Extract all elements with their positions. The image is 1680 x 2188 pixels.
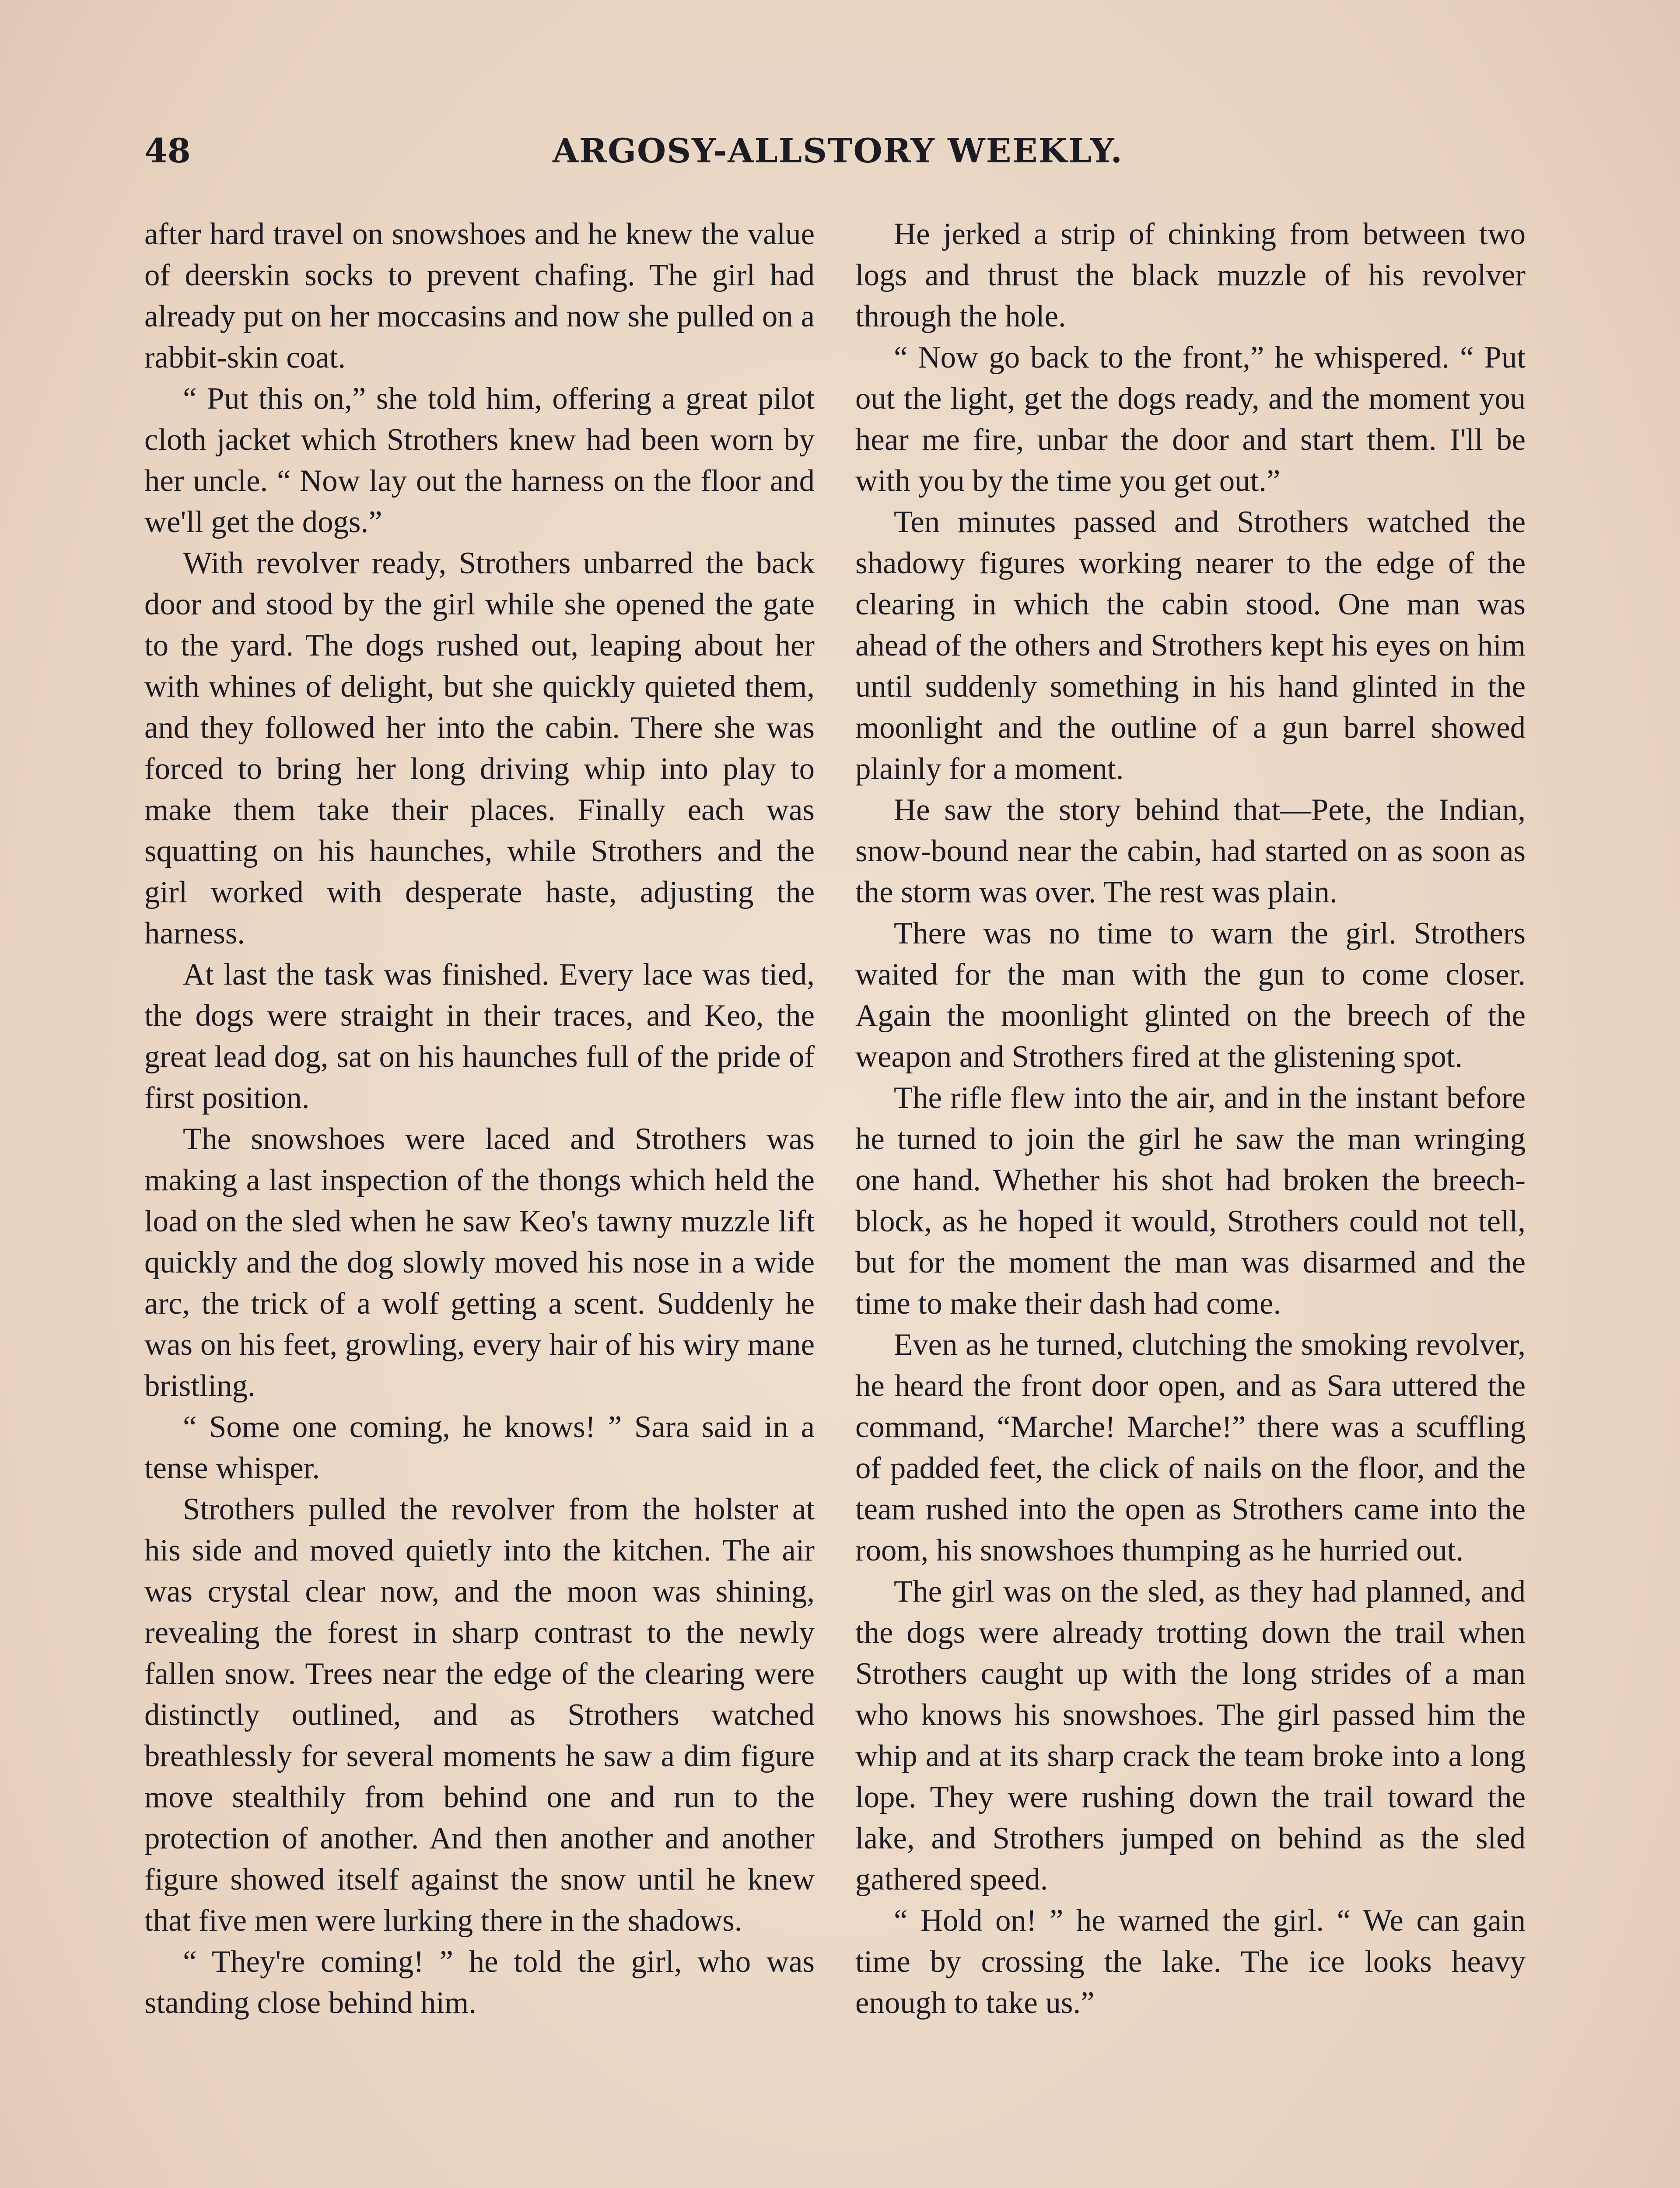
paragraph: The snowshoes were laced and Strothers was making a last inspection of the thongs which held the load on the sled when he saw Keo's tawny muzzle lift quickly and the dog slowly moved his nose in a wide arc, the trick of a wolf getting a scent. Suddenly he was on his feet, growling, every hair of his wiry mane bristling. [144,1122,815,1403]
paragraph: He saw the story behind that—Pete, the Indian, snow-bound near the cabin, had started on as soon as the storm was over. The rest was plain. [855,793,1526,909]
left-text-column [144,214,815,2023]
paragraph: “ Now go back to the front,” he whispered. “ Put out the light, get the dogs ready, and the moment you hear me fire, unbar the door and start them. I'll be with you by the time you get out.” [855,340,1526,498]
paragraph: “ Some one coming, he knows! ” Sara said in a tense whisper. [144,1410,815,1485]
right-text-column [855,214,1526,2023]
paragraph: “ Put this on,” she told him, offering a great pilot cloth jacket which Strothers knew had been worn by her uncle. “ Now lay out the harness on the floor and we'll get the dogs.” [144,382,815,539]
paragraph: “ They're coming! ” he told the girl, who was standing close behind him. [144,1945,815,2020]
paragraph: Strothers pulled the revolver from the holster at his side and moved quietly into the kitchen. The air was crystal clear now, and the moon was shining, revealing the forest in sharp contrast to the newly fallen snow. Trees near the edge of the clearing were distinctly outlined, and as Strothers watched breathlessly for several moments he saw a dim figure move stealthily from behind one and run to the protection of another. And then another and another figure showed itself against the snow until he knew that five men were lurking there in the shadows. [144,1492,815,1938]
paragraph: “ Hold on! ” he warned the girl. “ We can gain time by crossing the lake. The ice looks heavy enough to take us.” [855,1904,1526,2020]
paragraph: The rifle flew into the air, and in the instant before he turned to join the girl he saw the man wringing one hand. Whether his shot had broken the breech-block, as he hoped it would, Strothers could not tell, but for the moment the man was disarmed and the time to make their dash had come. [855,1081,1526,1321]
paragraph: after hard travel on snowshoes and he knew the value of deerskin socks to prevent chafing. The girl had already put on her moccasins and now she pulled on a rabbit-skin coat. [144,217,815,375]
page-number: 48 [144,131,191,170]
paragraph: Ten minutes passed and Strothers watched the shadowy figures working nearer to the edge of the clearing in which the cabin stood. One man was ahead of the others and Strothers kept his eyes on him until suddenly something in his hand glinted in the moonlight and the outline of a gun barrel showed plainly for a moment. [855,505,1526,786]
paragraph: With revolver ready, Strothers unbarred the back door and stood by the girl while she opened the gate to the yard. The dogs rushed out, leaping about her with whines of delight, but she quickly quieted them, and they followed her into the cabin. There she was forced to bring her long driving whip into play to make them take their places. Finally each was squatting on his haunches, while Strothers and the girl worked with desperate haste, adjusting the harness. [144,546,815,950]
paragraph: At last the task was finished. Every lace was tied, the dogs were straight in their traces, and Keo, the great lead dog, sat on his haunches full of the pride of first position. [144,957,815,1115]
magazine-title: ARGOSY-ALLSTORY WEEKLY. [552,131,1124,170]
paragraph: There was no time to warn the girl. Strothers waited for the man with the gun to come closer. Again the moonlight glinted on the breech of the weapon and Strothers fired at the glistening spot. [855,916,1526,1074]
page-header [144,131,1531,179]
paragraph: The girl was on the sled, as they had planned, and the dogs were already trotting down the trail when Strothers caught up with the long strides of a man who knows his snowshoes. The girl passed him the whip and at its sharp crack the team broke into a long lope. They were rushing down the trail toward the lake, and Strothers jumped on behind as the sled gathered speed. [855,1574,1526,1897]
paragraph: He jerked a strip of chinking from between two logs and thrust the black muzzle of his revolver through the hole. [855,217,1526,333]
paragraph: Even as he turned, clutching the smoking revolver, he heard the front door open, and as Sara uttered the command, “Marche! Marche!” there was a scuffling of padded feet, the click of nails on the floor, and the team rushed into the open as Strothers came into the room, his snowshoes thumping as he hurried out. [855,1328,1526,1567]
